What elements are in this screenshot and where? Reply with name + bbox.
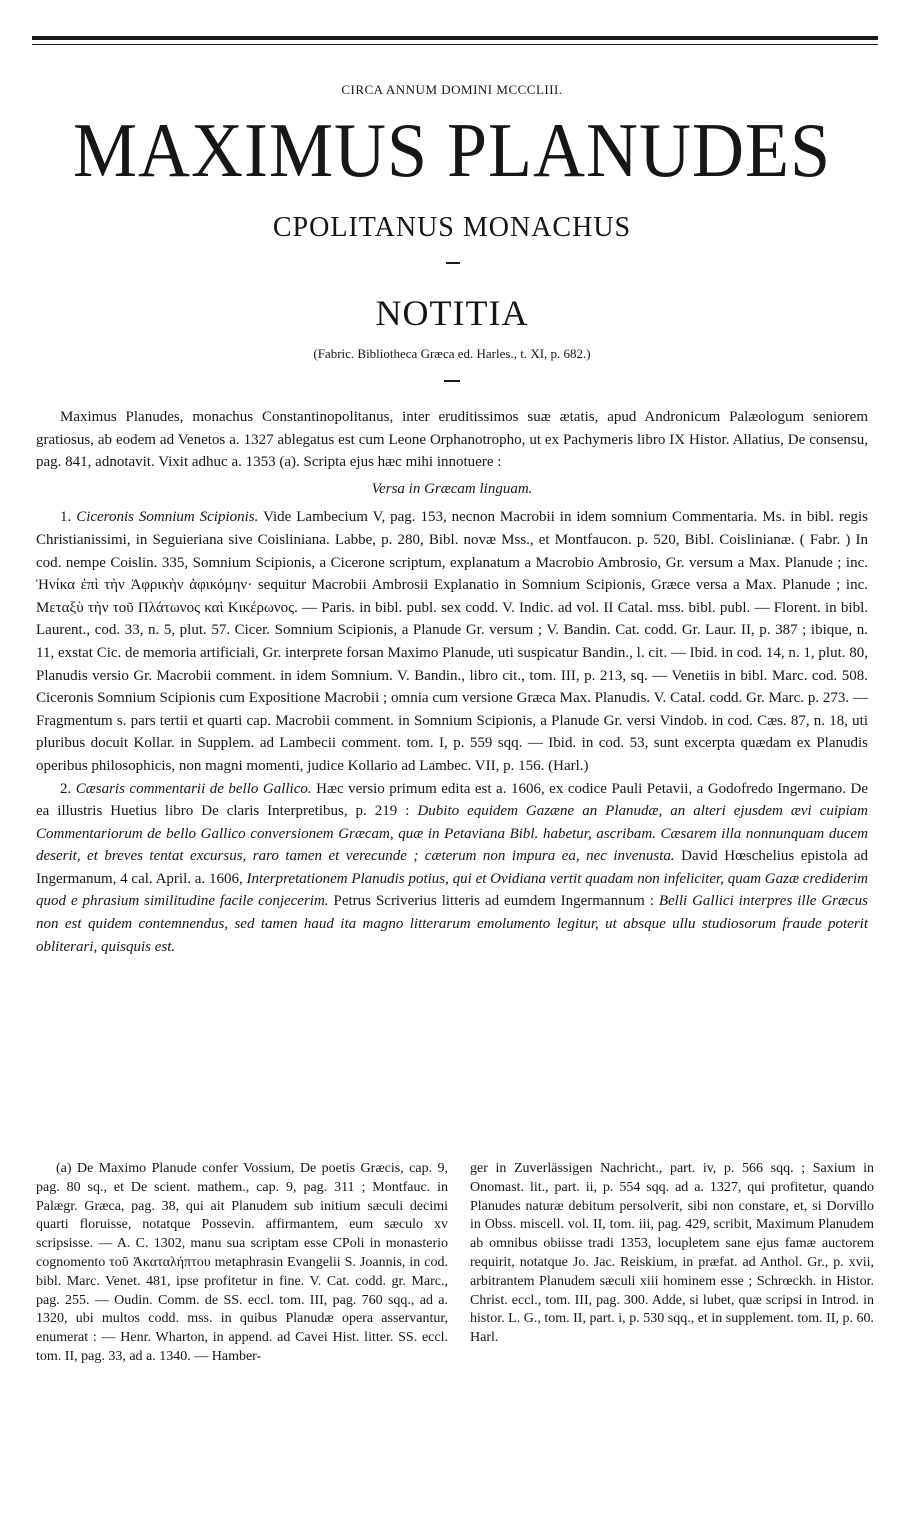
intro-paragraph: Maximus Planudes, monachus Constantinopolitanus, inter eruditissimos suæ ætatis, apud Andronicum Palæologum seniorem gratiosus, ab eodem ad Venetos a. 1327 ablegatus est cum Leone Orphanotropho, ut ex Pachymeris libro IX Histor. Allatius, De consensu, pag. 841, adnotavit. Vixit adhuc a. 1353 (a). Scripta ejus hæc mihi innotuere : (36, 409, 868, 471)
author-title: MAXIMUS PLANUDES (72, 106, 832, 194)
author-subtitle: CPOLITANUS MONACHUS (272, 212, 632, 243)
entry-2-quote-a: Dubito equidem Gazæne an Planudæ, an alteri ejusdem ævi cuipiam Commentariorum de bello Gallico conversionem Græcam, quæ in Petaviana Bibl. habetur, ascribam. Cæsarem illa nonnunquam ducem deserit, et breves tentat excursus, raro tamen et verecunde ; cæterum non impura ea, nec invenusta. (36, 803, 868, 865)
entry-2-quote-b: Interpretationem Planudis potius, qui et Ovidiana vertit quadam non infeliciter, quam Gazæ crediderim quod e phrasium similitudine facile conjecerim. (36, 870, 869, 910)
section-heading: Versa in Græcam linguam. (371, 480, 533, 497)
top-rule-thick (32, 36, 878, 40)
entry-2-quote-c: Belli Gallici interpres ille Græcus non est quidem contemnendus, sed tamen haud ita magno litterarum emolumento legitur, ut absque ullu studiosorum fraude poterit obliterari, quisquis est. (36, 893, 868, 955)
footnote-right-text: ger in Zuverlässigen Nachricht., part. iv, p. 566 sqq. ; Saxium in Onomast. lit., part. ii, p. 554 sqq. ad a. 1327, qui profitetur, quando Planudes naturæ debitum persolverit, sibi non constare, et, si Dorvillo in Obss. miscell. vol. II, tom. iii, pag. 429, scribit, Maximum Planudem ab omnibus obiisse tradi 1353, locupletem sane ejus famæ auctorem requirit, notatque Jo. Jac. Reiskium, in præfat. ad Anthol. Gr., p. xvii, arbitrantem Planudem sæculi xiii hominem esse ; Schrœckh. in Histor. Christ. eccl., tom. III, pag. 300. Adde, si lubet, quæ scripsi in Introd. in histor. L. G., tom. II, part. i, p. 530 sqq., et in supplement. tom. II, p. 60. Harl. (470, 1161, 874, 1346)
notitia-heading: NOTITIA (375, 293, 529, 333)
entry-2-text-a: Hæc versio primum edita est a. 1606, ex codice Pauli Petavii, a Godofredo Ingermano. De ea illustris Huetius libro De claris Interpretibus, p. 219 : (36, 780, 869, 820)
footnote-left-column (36, 1160, 448, 1367)
entry-1-text: Vide Lambecium V, pag. 153, necnon Macrobii in idem somnium Commentaria. Ms. in bibl. regis Christianissimi, in Seguieriana sive Coisliniana. Labbe, p. 280, Bibl. novæ Mss., et Montfaucon. p. 520, Bibl. Coislinianæ. ( Fabr. ) In cod. nempe Coislin. 335, Somnium Scipionis, a Cicerone scriptum, explanatum a Macrobio Ambrosio, Gr. versum a Max. Planude ; inc. Ἡνίκα ἐπὶ τὴν Ἀφρικὴν ἀφικόμην· sequitur Macrobii Ambrosii Explanatio in Somnium Scipionis, Græce versa a Max. Planude ; inc. Μεταξὺ τὴν τοῦ Πλάτωνος καὶ Κικέρωνος. — Paris. in bibl. publ. sex codd. V. Indic. ad vol. II Catal. mss. bibl. publ. — Florent. in bibl. Laurent., cod. 33, n. 5, plut. 57. Cicer. Somnium Scipionis, a Planude Gr. versum ; V. Bandin. Cat. codd. Gr. Laur. II, p. 387 ; ibique, n. 11, exstat Cic. de memoria artificiali, Gr. interprete forsan Maximo Planude, uti suspicatur Bandin., l. cit. — Ibid. in cod. 14, n. 1, plut. 80, Planudis versio Gr. Macrobii comment. in idem Somnium. V. Bandin., libro cit., tom. III, p. 213, sq. — Venetiis in bibl. Marc. cod. 508. Ciceronis Somnium Scipionis cum Expositione Macrobii ; omnia cum versione Græca Max. Planudis. V. Catal. codd. Gr. Marc. p. 273. — Fragmentum s. pars tertii et quarti cap. Macrobii comment. in Somnium Scipionis, a Planude Gr. versi Vindob. in cod. Cæs. 87, n. 18, uti pluribus docuit Kollar. in Supplem. ad Lambecii comment. tom. I, p. 559 sqq. — Ibid. in cod. 53, sunt excerpta quædam ex Planudis operibus philosophicis, non magni momenti, judice Kollario ad Lambec. VII, p. 156. (Harl.) (36, 509, 868, 774)
entry-1-number: 1. (60, 509, 72, 526)
top-rule-thin (32, 44, 878, 45)
date-heading: CIRCA ANNUM DOMINI MCCCLIII. (341, 82, 563, 97)
entry-1 (36, 506, 868, 777)
entry-2 (36, 778, 868, 959)
entry-2-text-c: Petrus Scriverius litteris ad eumdem Ingermannum : (333, 893, 654, 910)
entry-2-number: 2. (60, 780, 72, 797)
entry-1-title: Ciceronis Somnium Scipionis. (76, 509, 259, 526)
entry-2-title: Cæsaris commentarii de bello Gallico. (75, 780, 312, 797)
footnote-right-column (470, 1160, 874, 1348)
entry-2-text-b: David Hœschelius epistola ad Ingermanum, 4 cal. April. a. 1606, (36, 848, 869, 887)
divider-dash-2 (444, 380, 460, 382)
source-reference: (Fabric. Bibliotheca Græca ed. Harles., t. XI, p. 682.) (313, 346, 591, 361)
divider-dash-1 (446, 262, 460, 264)
main-text (36, 406, 868, 958)
footnote-left-text: (a) De Maximo Planude confer Vossium, De poetis Græcis, cap. 9, pag. 80 sq., et De scient. mathem., cap. 9, pag. 311 ; Montfauc. in Palægr. Græca, pag. 38, qui ait Planudem sub initium sæculi decimi quarti floruisse, notatque Possevin. affirmantem, eum sæculo xv scripsisse. — A. C. 1302, manu sua scriptam esse CPoli in monasterio cognomento τοῦ Ἀκαταλήπτου metaphrasin Evangelii S. Joannis, in cod. bibl. Marc. Venet. 481, ipse profitetur in fine. V. Cat. codd. gr. Marc., pag. 255. — Oudin. Comm. de SS. eccl. tom. III, pag. 760 sqq., ad a. 1320, ubi multos codd. mss. in quibus Planudæ opera asservantur, enumerat : — Henr. Wharton, in append. ad Cavei Hist. litter. SS. eccl. tom. II, pag. 33, ad a. 1340. — Hamber- (36, 1161, 448, 1364)
